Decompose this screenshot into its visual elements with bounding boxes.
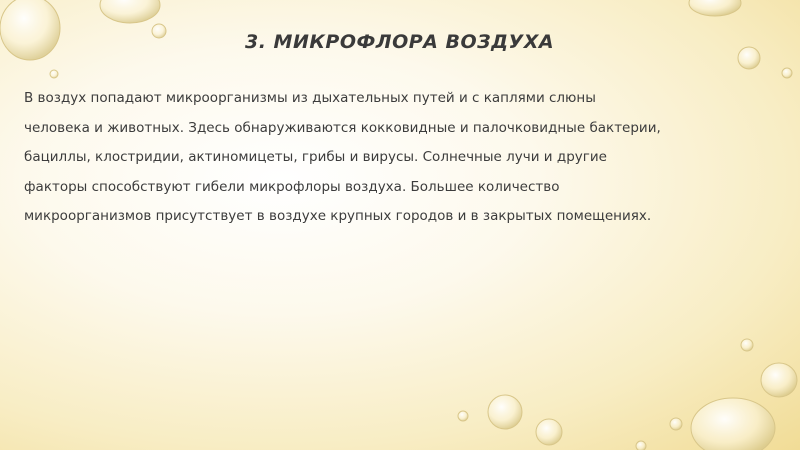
water-drop bbox=[741, 339, 753, 351]
body-line: факторы способствуют гибели микрофлоры воздуха. Большее количество bbox=[24, 178, 560, 195]
water-drop bbox=[691, 398, 775, 450]
water-drop bbox=[0, 0, 60, 60]
water-drop bbox=[670, 418, 682, 430]
slide-body-text bbox=[24, 84, 774, 232]
water-drop bbox=[782, 68, 792, 78]
water-drop bbox=[152, 24, 166, 38]
water-drop bbox=[689, 0, 741, 16]
water-drop bbox=[738, 47, 760, 69]
water-drop bbox=[636, 441, 646, 450]
water-drop bbox=[100, 0, 160, 23]
slide-title: 3. МИКРОФЛОРА ВОЗДУХА bbox=[245, 31, 555, 53]
water-drop bbox=[458, 411, 468, 421]
body-line: человека и животных. Здесь обнаруживаются кокковидные и палочковидные бактерии, bbox=[24, 119, 661, 136]
water-drop bbox=[488, 395, 522, 429]
water-drop bbox=[50, 70, 58, 78]
body-line: бациллы, клостридии, актиномицеты, грибы и вирусы. Солнечные лучи и другие bbox=[24, 149, 607, 165]
body-line: микроорганизмов присутствует в воздухе крупных городов и в закрытых помещениях. bbox=[24, 208, 652, 224]
body-line: В воздух попадают микроорганизмы из дыхательных путей и с каплями слюны bbox=[24, 90, 596, 106]
water-drop bbox=[536, 419, 562, 445]
water-drop bbox=[761, 363, 797, 397]
